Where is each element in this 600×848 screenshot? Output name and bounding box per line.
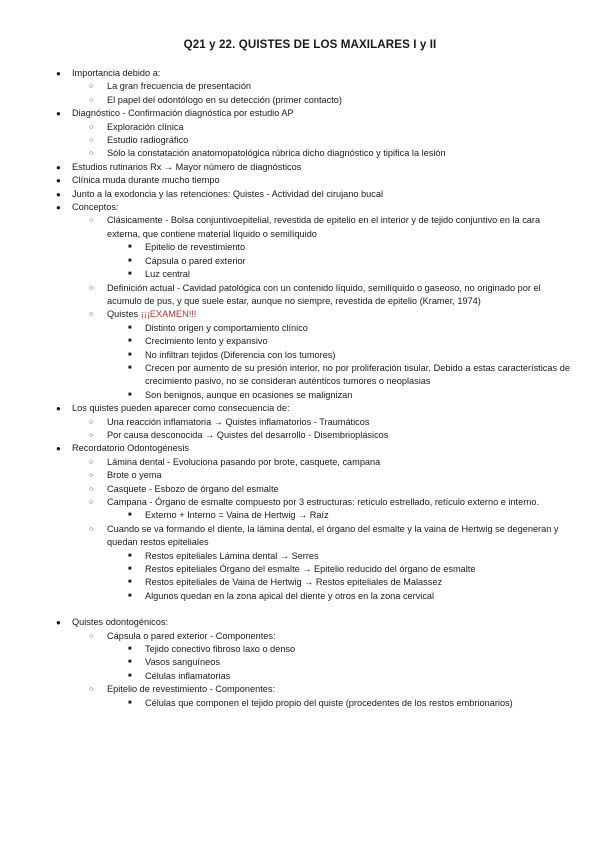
bullet-icon: ■: [128, 257, 132, 264]
list-item: [50, 616, 570, 629]
bullet-icon: ●: [56, 176, 61, 186]
bullet-icon: ■: [128, 592, 132, 599]
list-item: [50, 523, 570, 550]
list-item-text: Estudios rutinarios Rx → Mayor número de diagnósticos: [72, 161, 302, 172]
bullet-icon: ○: [89, 472, 94, 480]
list-item: [50, 576, 570, 589]
list-item: [50, 402, 570, 415]
list-item: [50, 509, 570, 522]
list-item-text: Brote o yema: [107, 470, 162, 481]
bullet-icon: ●: [56, 69, 61, 78]
bullet-icon: ■: [128, 659, 132, 666]
bullet-icon: ●: [56, 444, 61, 454]
list-item-text: Restos epiteliales Lámina dental → Serres: [145, 550, 319, 561]
list-item-text: Casquete - Esbozo de órgano del esmalte: [107, 483, 279, 494]
list-item: [50, 630, 570, 643]
list-item-text: Restos epiteliales de Vaina de Hertwig → Restos epiteliales de Malassez: [145, 577, 443, 588]
bullet-icon: ■: [128, 566, 132, 573]
list-item: [50, 161, 570, 174]
list-item: [50, 656, 570, 669]
list-item-text: Epitelio de revestimiento - Componentes:: [107, 684, 276, 695]
list-item-text: Clásicamente - Bolsa conjuntivoepitelial, revestida de epitelio en el interior y de tejido conjuntivo en la cara externa, que contiene material líquido o semilíquido: [107, 215, 541, 239]
list-item: [50, 134, 570, 147]
list-item-text: Cápsula o pared exterior - Componentes:: [107, 630, 276, 641]
list-item: [50, 241, 570, 254]
list-item-text: Luz central: [145, 269, 190, 280]
list-item-text: Algunos quedan en la zona apical del diente y otros en la zona cervical: [145, 590, 435, 601]
bullet-icon: ■: [128, 646, 132, 653]
list-item: [50, 80, 570, 93]
bullet-icon: ●: [56, 189, 61, 199]
bullet-icon: ○: [89, 123, 94, 131]
list-item: [50, 362, 570, 389]
list-item: [50, 416, 570, 429]
bullet-icon: ○: [89, 485, 94, 493]
list-item: [50, 563, 570, 576]
list-item-text: Campana - Órgano de esmalte compuesto por 3 estructuras: retículo estrellado, retículo externo e interno.: [107, 497, 540, 507]
list-item-text: Clínica muda durante mucho tiempo: [72, 175, 220, 186]
outline-list: [50, 67, 570, 710]
list-item-text: Sólo la constatación anatomopatológica rúbrica dicho diagnóstico y tipifica la lesión: [107, 148, 446, 159]
bullet-icon: ■: [128, 512, 132, 519]
list-item-text: Lámina dental - Evoluciona pasando por brote, casquete, campana: [107, 456, 381, 467]
list-item-text: Externo + Interno = Vaina de Hertwig → Raíz: [145, 510, 329, 521]
bullet-icon: ■: [128, 552, 132, 559]
list-item-text: Conceptos:: [72, 202, 119, 213]
list-item: [50, 147, 570, 160]
bullet-icon: ○: [89, 686, 94, 694]
list-item-text: No infiltran tejidos (Diferencia con los tumores): [145, 349, 336, 360]
list-item: [50, 442, 570, 455]
bullet-icon: ■: [128, 672, 132, 679]
list-item: [50, 121, 570, 134]
bullet-icon: ○: [89, 284, 94, 292]
list-item-text: Recordatorio Odontogénesis: [72, 443, 189, 454]
list-item-text: Vasos sanguíneos: [145, 657, 220, 668]
exam-note: ¡¡¡EXAMEN!!!: [140, 309, 197, 320]
bullet-icon: ○: [89, 150, 94, 158]
list-item: [50, 670, 570, 683]
list-item: [50, 697, 570, 710]
list-item-text: Los quistes pueden aparecer como consecuencia de:: [72, 403, 290, 414]
list-item: [50, 174, 570, 187]
list-item-text: Cápsula o pared exterior: [145, 255, 246, 266]
bullet-icon: ■: [128, 391, 132, 398]
bullet-icon: ■: [128, 338, 132, 345]
list-item-text: Quistes ¡¡¡EXAMEN!!!: [107, 309, 197, 320]
list-item: [50, 349, 570, 362]
list-item-text: Estudio radiográfico: [107, 135, 189, 146]
list-item: [50, 469, 570, 482]
list-item-text: Quistes odontogénicos:: [72, 617, 169, 628]
list-item: [50, 255, 570, 268]
list-item: [50, 94, 570, 107]
list-item-text: Una reacción inflamatoria → Quistes inflamatorios - Traumáticos: [107, 416, 370, 427]
list-item-text: Crecen por aumento de su presión interior, no por proliferación tisular. Debido a estas características de crecimiento pasivo, no se consideran auténticos tumores o neoplasias: [145, 362, 570, 387]
bullet-icon: ○: [89, 418, 94, 426]
bullet-icon: ●: [56, 203, 61, 213]
bullet-icon: ○: [89, 217, 94, 225]
list-item: [50, 429, 570, 442]
bullet-icon: ■: [128, 579, 132, 586]
bullet-icon: ■: [128, 699, 132, 706]
bullet-icon: ■: [128, 364, 132, 371]
list-item-text: Exploración clínica: [107, 121, 184, 132]
bullet-icon: ●: [56, 618, 61, 628]
list-item: [50, 308, 570, 321]
bullet-icon: ○: [89, 499, 94, 506]
bullet-icon: ■: [128, 271, 132, 278]
list-item-text: Epitelio de revestimiento: [145, 242, 246, 253]
list-item-text: Importancia debido a:: [72, 68, 161, 78]
bullet-icon: ○: [89, 83, 94, 91]
list-item: [50, 389, 570, 402]
bullet-icon: ■: [128, 244, 132, 251]
list-item-text: Junto a la exodoncia y las retenciones: Quistes - Actividad del cirujano bucal: [72, 188, 384, 199]
list-item-text: Son benignos, aunque en ocasiones se malignizan: [145, 389, 353, 400]
bullet-icon: ●: [56, 404, 61, 414]
list-item: [50, 322, 570, 335]
bullet-icon: ●: [56, 162, 61, 172]
bullet-icon: ○: [89, 525, 94, 533]
list-item: [50, 335, 570, 348]
list-item: [50, 201, 570, 214]
list-item-text: La gran frecuencia de presentación: [107, 81, 252, 92]
list-item-text: Células que componen el tejido propio del quiste (procedentes de los restos embrionarios): [145, 697, 513, 708]
list-item: [50, 550, 570, 563]
list-item-text: Por causa desconocida → Quistes del desarrollo - Disembrioplásicos: [107, 429, 389, 440]
list-item: [50, 214, 570, 241]
bullet-icon: ○: [89, 311, 94, 319]
list-item: [50, 643, 570, 656]
spacer: [50, 603, 570, 616]
list-item-text: Diagnóstico - Confirmación diagnóstica por estudio AP: [72, 108, 294, 119]
list-item: [50, 483, 570, 496]
page-title: Q21 y 22. QUISTES DE LOS MAXILARES I y II: [183, 38, 437, 51]
bullet-icon: ■: [128, 324, 132, 331]
list-item: [50, 496, 570, 509]
list-item-text: Distinto origen y comportamiento clínico: [145, 322, 308, 333]
bullet-icon: ○: [89, 96, 94, 104]
bullet-icon: ■: [128, 351, 132, 358]
bullet-icon: ○: [89, 137, 94, 145]
list-item-text: Crecimiento lento y expansivo: [145, 336, 268, 347]
bullet-icon: ●: [56, 109, 61, 119]
list-item-text: Definición actual - Cavidad patológica con un contenido líquido, semilíquido o gaseoso, no originado por el acumulo de pus, y que suele estar, aunque no siempre, revestida de epitelio (Kramer, 1974): [107, 282, 541, 306]
list-item-text: Cuando se va formando el diente, la lámina dental, el órgano del esmalte y la vaina de Hertwig se degeneran y quedan restos epiteliales: [107, 523, 559, 548]
list-item-text: Tejido conectivo fibroso laxo o denso: [145, 644, 296, 655]
list-item-text: El papel del odontólogo en su detección (primer contacto): [107, 94, 342, 105]
list-item: [50, 188, 570, 201]
list-item: [50, 590, 570, 603]
list-item: [50, 107, 570, 120]
bullet-icon: ○: [89, 632, 94, 640]
list-item: [50, 282, 570, 309]
bullet-icon: ○: [89, 458, 94, 466]
list-item: [50, 268, 570, 281]
list-item: [50, 67, 570, 80]
bullet-icon: ○: [89, 431, 94, 439]
list-item-text: Restos epiteliales Órgano del esmalte → Epitelio reducido del órgano de esmalte: [145, 564, 476, 575]
list-item: [50, 683, 570, 696]
list-item: [50, 456, 570, 469]
list-item-text: Células inflamatorias: [145, 670, 231, 681]
